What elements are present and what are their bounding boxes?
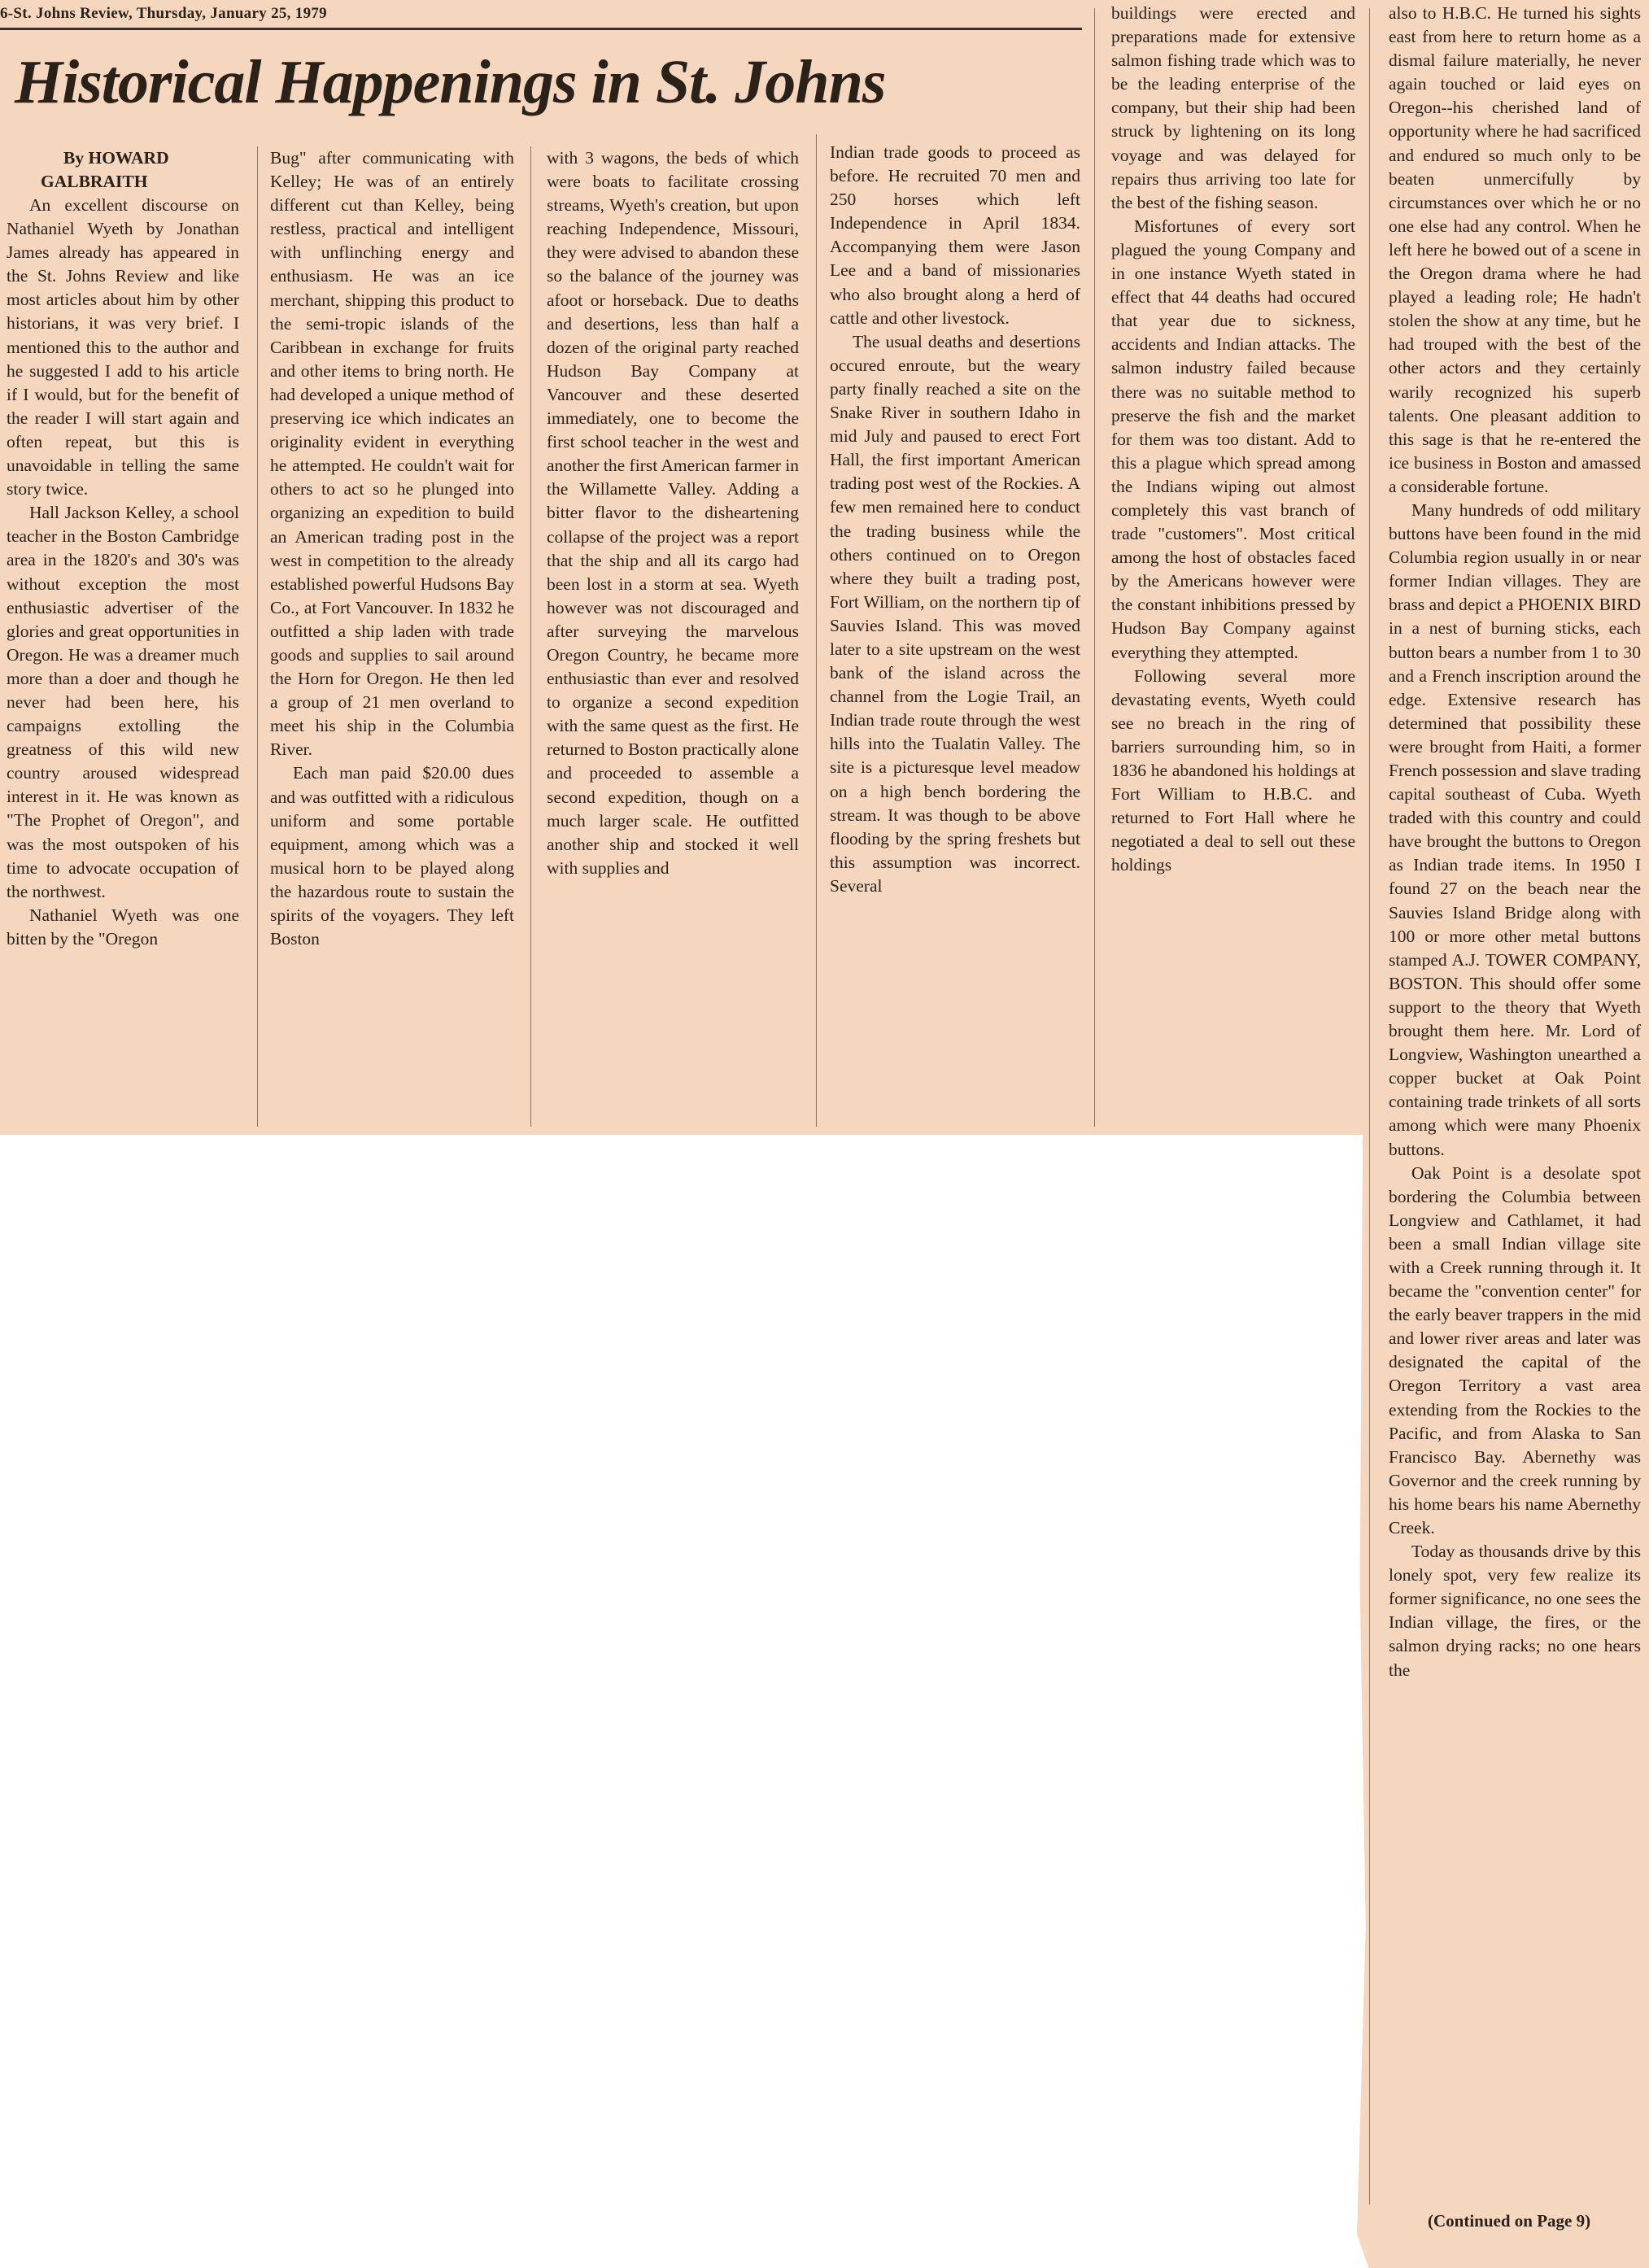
paragraph: Today as thousands drive by this lonely spot, very few realize its former significance, no one sees the Indian village, the fires, or the salmon drying racks; no one hears the (1389, 1542, 1641, 1680)
column-rule-1 (257, 146, 258, 1127)
continued-notice: (Continued on Page 9) (1428, 2211, 1591, 2231)
column-rule-4 (1094, 8, 1095, 1127)
byline: By HOWARD GALBRAITH (41, 148, 169, 191)
column-rule-5 (1369, 8, 1370, 2205)
column-rule-2 (530, 146, 531, 1127)
paragraph: with 3 wagons, the beds of which were boats to facilitate crossing streams, Wyeth's creation, but upon reaching Independence, Missouri, they were advised to abandon these so the balance of the journey was afoot or horseback. Due to deaths and desertions, less than half a dozen of the original party reached Hudson Bay Company at Vancouver and these deserted immediately, one to become the first school teacher in the west and another the first American farmer in the Willamette Valley. Adding a bitter flavor to the disheartening collapse of the project was a report that the ship and all its cargo had been lost in a storm at sea. Wyeth however was not discouraged and after surveying the marvelous Oregon Country, he became more enthusiastic than ever and resolved to organize a second expedition with the same quest as the first. He returned to Boston practically alone and proceeded to assemble a second expedition, though on a much larger scale. He outfitted another ship and stocked it well with supplies and (547, 148, 799, 878)
article-column-2 (270, 146, 514, 1127)
article-column-3 (547, 146, 799, 1127)
paragraph: Oak Point is a desolate spot bordering the Columbia between Longview and Cathlamet, it had been a small Indian village site with a Creek running through it. It became the "convention center" for the early beaver trappers in the mid and lower river areas and later was designated the capital of the Oregon Territory a vast area extending from the Rockies to the Pacific, and from Alaska to San Francisco Bay. Abernethy was Governor and the creek running by his home bears his name Abernethy Creek. (1389, 1162, 1641, 1537)
paragraph: Bug" after communicating with Kelley; He was of an entirely different cut than Kelley, being restless, practical and intelligent with unflinching energy and enthusiasm. He was an ice merchant, shipping this product to the semi-tropic islands of the Caribbean in exchange for fruits and other items to bring north. He had developed a unique method of preserving ice which indicates an originality evident in everything he attempted. He couldn't wait for others to act so he plunged into organizing an expedition to build an American trading post in the west in competition to the already established powerful Hudsons Bay Co., at Fort Vancouver. In 1832 he outfitted a ship laden with trade goods and supplies to sail around the Horn for Oregon. He then led a group of 21 men overland to meet his ship in the Columbia River. (270, 148, 514, 760)
article-column-4 (830, 141, 1080, 1127)
article-column-6 (1389, 2, 1641, 2198)
article-column-1 (7, 146, 239, 1127)
dateline: 6-St. Johns Review, Thursday, January 25, 1979 (0, 5, 327, 22)
paragraph: also to H.B.C. He turned his sights east from here to return home as a dismal failure materially, he never again touched or laid eyes on Oregon--his cherished land of opportunity where he had sacrificed and endured so much only to be beaten unmercifully by circumstances over which he or no one else had any control. When he left here he bowed out of a scene in the Oregon drama where he had played a leading role; He hadn't stolen the show at any time, but he had trouped with the best of the other actors and they certainly warily recognized his superb talents. One pleasant addition to this sage is that he re-entered the ice business in Boston and amassed a considerable fortune. (1389, 3, 1641, 496)
paragraph: Following several more devastating events, Wyeth could see no breach in the ring of barriers surrounding him, so in 1836 he abandoned his holdings at Fort William to H.B.C. and returned to Fort Hall where he negotiated a deal to sell out these holdings (1111, 665, 1355, 875)
article-column-5 (1111, 2, 1355, 1127)
paragraph: Nathaniel Wyeth was one bitten by the "Oregon (7, 905, 239, 949)
paragraph: Many hundreds of odd military buttons have been found in the mid Columbia region usually in or near former Indian villages. They are brass and depict a PHOENIX BIRD in a nest of burning sticks, each button bears a number from 1 to 30 and a French inscription around the edge. Extensive research has determined that possibility these were brought from Haiti, a former French possession and slave trading capital southeast of Cuba. Wyeth traded with this country and could have brought the buttons to Oregon as Indian trade items. In 1950 I found 27 on the beach near the Sauvies Island Bridge along with 100 or more other metal buttons stamped A.J. TOWER COMPANY, BOSTON. This should offer some support to the theory that Wyeth brought them here. Mr. Lord of Longview, Washington unearthed a copper bucket at Oak Point containing trade trinkets of all sorts among which were many Phoenix buttons. (1389, 499, 1641, 1159)
paragraph: Indian trade goods to proceed as before. He recruited 70 men and 250 horses which left Independence in April 1834. Accompanying them were Jason Lee and a band of missionaries who also brought along a herd of cattle and other livestock. (830, 142, 1080, 328)
paragraph: buildings were erected and preparations made for extensive salmon fishing trade which was to be the leading enterprise of the company, but their ship had been struck by lightening on its long voyage and was delayed for repairs thus arriving too late for the best of the fishing season. (1111, 3, 1355, 212)
column-rule-3 (816, 134, 817, 1127)
paragraph: Misfortunes of every sort plagued the young Company and in one instance Wyeth stated in effect that 44 deaths had occured that year due to sickness, accidents and Indian attacks. The salmon industry failed because there was no suitable method to preserve the fish and the market for them was too distant. Add to this a plague which spread among the Indians wiping out almost completely this vast branch of trade "customers". Most critical among the host of obstacles faced by the Americans however were the constant inhibitions pressed by Hudson Bay Company against everything they attempted. (1111, 216, 1355, 662)
paragraph: The usual deaths and desertions occured enroute, but the weary party finally reached a site on the Snake River in southern Idaho in mid July and paused to erect Fort Hall, the first important American trading post west of the Rockies. A few men remained here to conduct the trading business while the others continued on to Oregon where they built a trading post, Fort William, on the northern tip of Sauvies Island. This was moved later to a site upstream on the west bank of the island across the channel from the Logie Trail, an Indian trade route through the west hills into the Tualatin Valley. The site is a picturesque level meadow on a high bench bordering the stream. It was though to be above flooding by the spring freshets but this assumption was incorrect. Several (830, 331, 1080, 896)
paragraph: Hall Jackson Kelley, a school teacher in the Boston Cambridge area in the 1820's and 30's was without exception the most enthusiastic advertiser of the glories and great opportunities in Oregon. He was a dreamer much more than a doer and though he never had been here, his campaigns extolling the greatness of this wild new country aroused widespread interest in it. He was known as "The Prophet of Oregon", and was the most outspoken of his time to advocate occupation of the northwest. (7, 503, 239, 901)
headline-rule (0, 28, 1082, 30)
paragraph: An excellent discourse on Nathaniel Wyeth by Jonathan James already has appeared in the St. Johns Review and like most articles about him by other historians, it was very brief. I mentioned this to the author and he suggested I add to his article if I would, but for the benefit of the reader I will start again and often repeat, but this is unavoidable in telling the same story twice. (7, 195, 239, 499)
headline: Historical Happenings in St. Johns (15, 48, 886, 116)
paragraph: Each man paid $20.00 dues and was outfitted with a ridiculous uniform and some portable equipment, among which was a musical horn to be played along the hazardous route to sustain the spirits of the voyagers. They left Boston (270, 763, 514, 949)
